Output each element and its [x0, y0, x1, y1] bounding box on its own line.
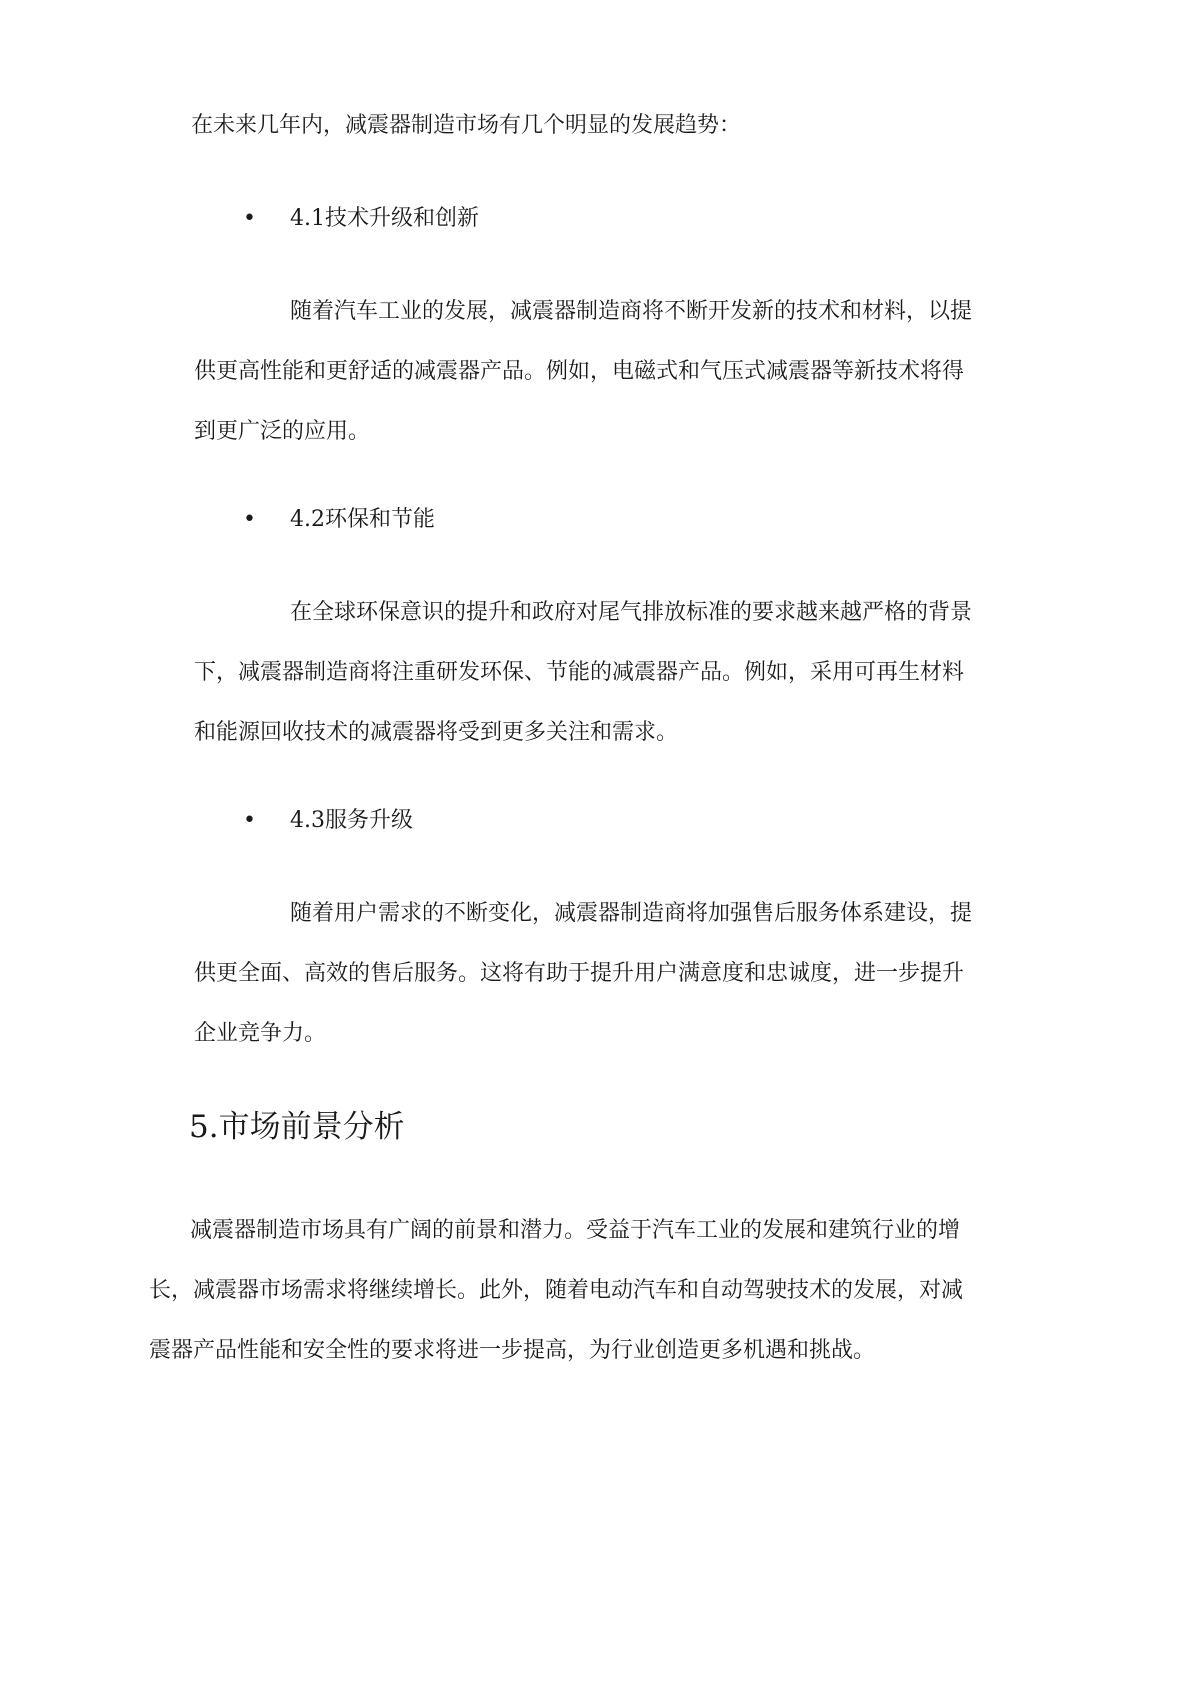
section-5-heading: 5.市场前景分析 — [189, 1109, 405, 1145]
bullet-icon: • — [243, 507, 256, 532]
section-title: 4.2环保和节能 — [290, 507, 435, 532]
section-4-1-line-2: 供更高性能和更舒适的减震器产品。例如，电磁式和气压式减震器等新技术将得 — [194, 359, 965, 384]
outlook-line-3: 震器产品性能和安全性的要求将进一步提高，为行业创造更多机遇和挑战。 — [149, 1338, 876, 1363]
section-title: 4.1技术升级和创新 — [290, 206, 479, 231]
section-4-1-line-3: 到更广泛的应用。 — [194, 419, 371, 444]
section-4-2-line-3: 和能源回收技术的减震器将受到更多关注和需求。 — [194, 720, 679, 745]
section-4-2-line-1: 在全球环保意识的提升和政府对尾气排放标准的要求越来越严格的背景 — [290, 600, 973, 625]
outlook-line-1: 减震器制造市场具有广阔的前景和潜力。受益于汽车工业的发展和建筑行业的增 — [190, 1218, 961, 1243]
section-4-3-line-2: 供更全面、高效的售后服务。这将有助于提升用户满意度和忠诚度，进一步提升 — [194, 961, 965, 986]
bullet-icon: • — [243, 808, 256, 833]
section-4-3-line-1: 随着用户需求的不断变化，减震器制造商将加强售后服务体系建设，提 — [290, 901, 973, 926]
section-4-1-line-1: 随着汽车工业的发展，减震器制造商将不断开发新的技术和材料，以提 — [290, 299, 973, 324]
section-4-2-line-2: 下，减震器制造商将注重研发环保、节能的减震器产品。例如，采用可再生材料 — [194, 660, 965, 685]
outlook-line-2: 长，减震器市场需求将继续增长。此外，随着电动汽车和自动驾驶技术的发展，对减 — [149, 1278, 964, 1303]
bullet-icon: • — [243, 206, 256, 231]
intro-paragraph: 在未来几年内，减震器制造市场有几个明显的发展趋势： — [191, 113, 742, 138]
section-4-3-line-3: 企业竞争力。 — [194, 1021, 327, 1046]
section-title: 4.3服务升级 — [290, 808, 413, 833]
